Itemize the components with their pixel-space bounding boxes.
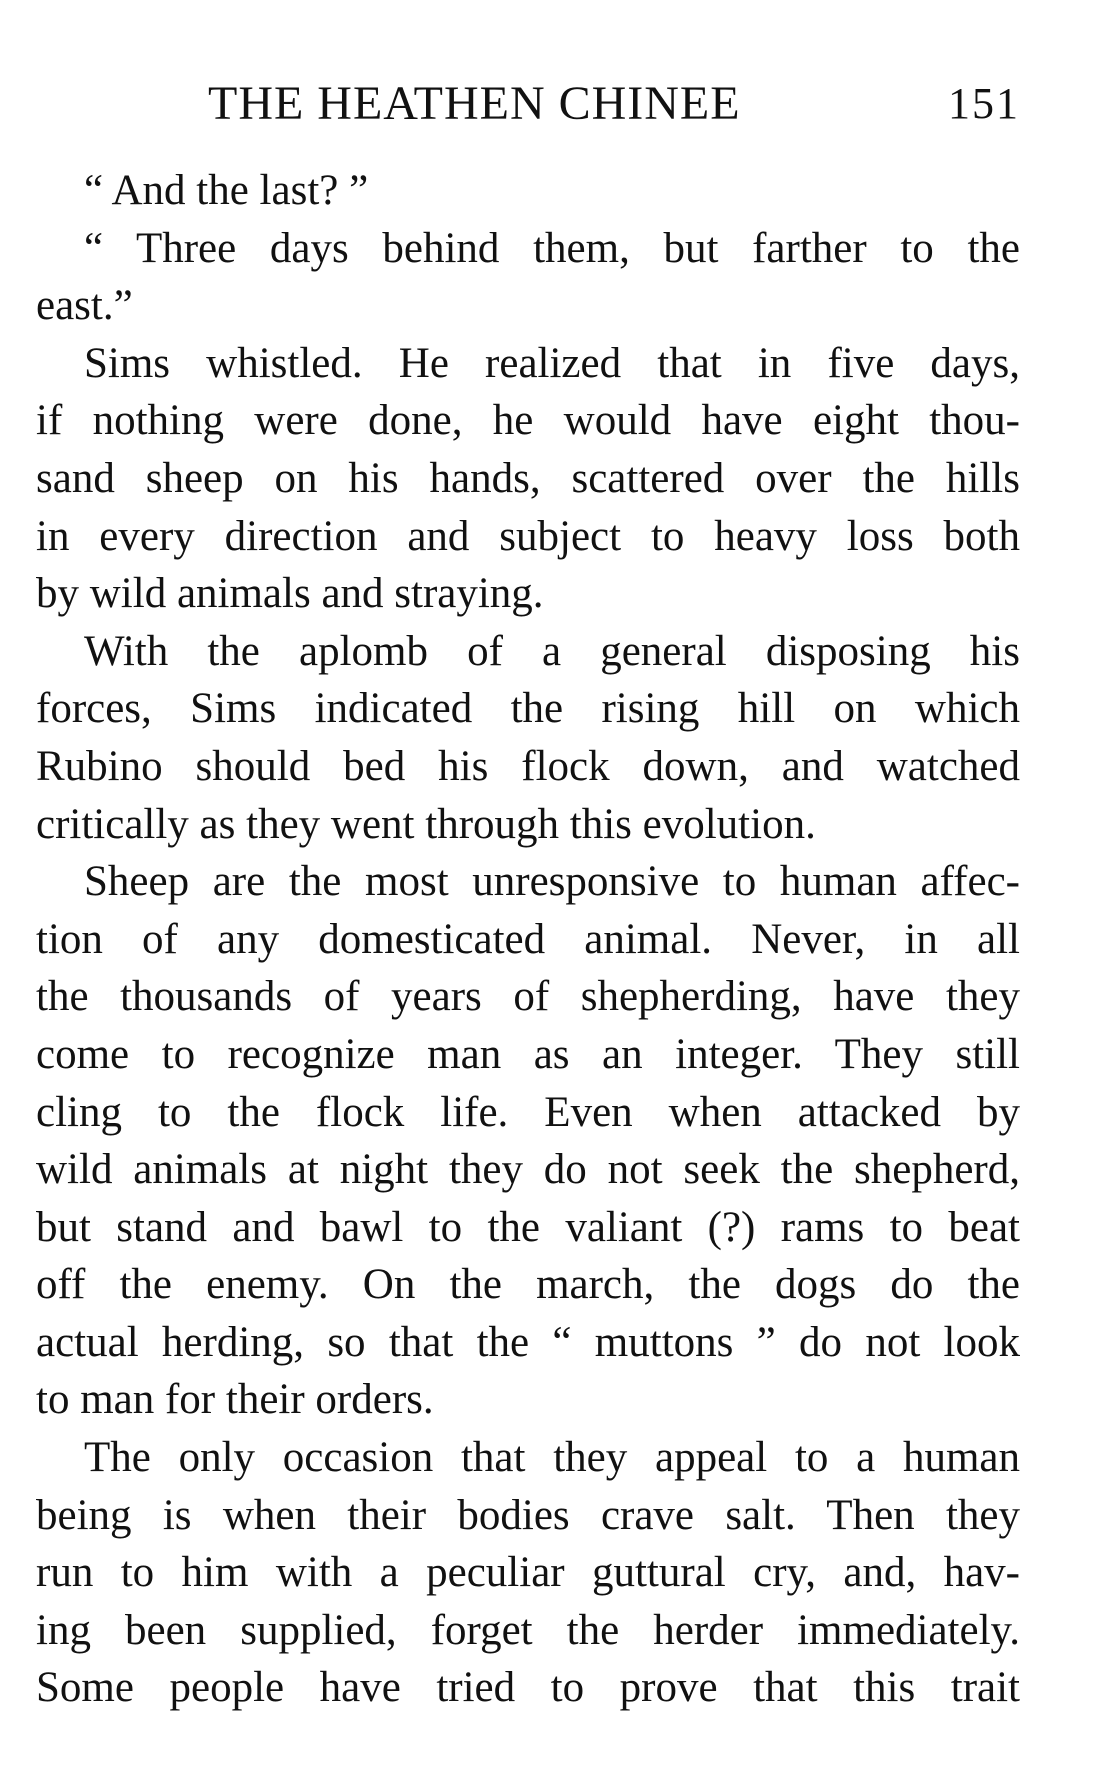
- text-line: come to recognize man as an integer. They still: [36, 1030, 1020, 1078]
- text-line: by wild animals and straying.: [36, 570, 544, 618]
- text-line: but stand and bawl to the valiant (?) rams to beat: [36, 1203, 1020, 1251]
- page-number: 151: [948, 79, 1020, 128]
- text-line: run to him with a peculiar guttural cry, and, hav-: [36, 1549, 1020, 1597]
- text-line: actual herding, so that the “ muttons ” do not look: [36, 1318, 1020, 1366]
- text-line: off the enemy. On the march, the dogs do the: [36, 1261, 1020, 1309]
- text-line: Rubino should bed his flock down, and watched: [36, 742, 1020, 790]
- text-line: Sheep are the most unresponsive to human affec-: [84, 858, 1020, 906]
- text-line: ing been supplied, forget the herder immediately.: [36, 1606, 1020, 1654]
- text-line: sand sheep on his hands, scattered over the hills: [36, 454, 1020, 502]
- text-line: Sims whistled. He realized that in five days,: [84, 339, 1020, 387]
- text-line: east.”: [36, 282, 133, 330]
- text-line: critically as they went through this evolution.: [36, 800, 816, 848]
- text-line: the thousands of years of shepherding, have they: [36, 973, 1020, 1021]
- text-line: forces, Sims indicated the rising hill on which: [36, 685, 1020, 733]
- running-head: [36, 74, 1020, 134]
- text-line: The only occasion that they appeal to a human: [84, 1434, 1020, 1482]
- text-line: if nothing were done, he would have eight thou-: [36, 397, 1020, 445]
- text-line: With the aplomb of a general disposing his: [84, 627, 1020, 675]
- text-line: wild animals at night they do not seek the shepherd,: [36, 1146, 1020, 1194]
- text-line: being is when their bodies crave salt. Then they: [36, 1491, 1020, 1539]
- text-line: in every direction and subject to heavy loss both: [36, 512, 1020, 560]
- running-title: THE HEATHEN CHINEE: [208, 77, 741, 130]
- body-text: [36, 162, 1020, 1717]
- text-line: cling to the flock life. Even when attacked by: [36, 1088, 1020, 1136]
- text-line: to man for their orders.: [36, 1376, 434, 1424]
- text-line: “ And the last? ”: [84, 167, 369, 214]
- text-line: Some people have tried to prove that this trait: [36, 1664, 1020, 1712]
- text-line: “ Three days behind them, but farther to the: [84, 224, 1020, 272]
- text-line: tion of any domesticated animal. Never, in all: [36, 915, 1020, 963]
